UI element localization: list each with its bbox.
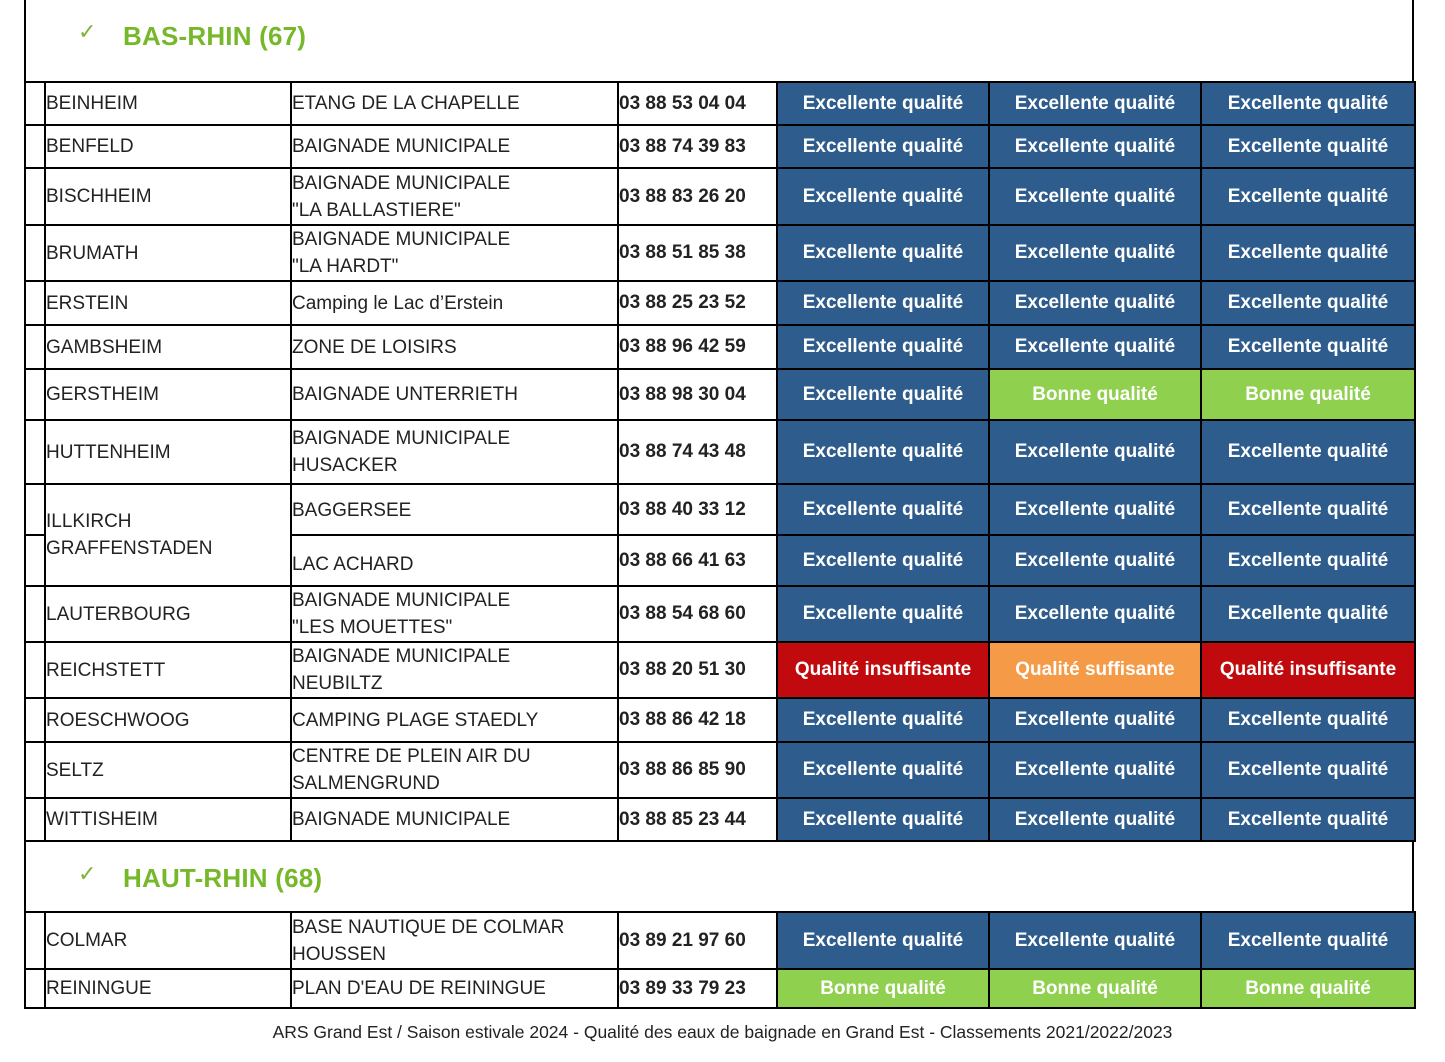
table-row [25,484,1415,535]
site-cell [291,225,618,281]
site-cell [291,969,618,1008]
commune-cell [45,82,291,125]
row-gutter [25,742,45,798]
row-gutter [25,281,45,325]
quality-badge-2022: Excellente qualité [989,698,1201,742]
quality-badge-2022: Excellente qualité [989,912,1201,969]
table-row [25,642,1415,698]
site-label: BAIGNADE MUNICIPALE "LES MOUETTES" [292,590,511,638]
commune-cell [45,698,291,742]
quality-badge-2021: Excellente qualité [777,125,989,168]
quality-badge-2023: Excellente qualité [1201,420,1415,484]
quality-badge-2023: Excellente qualité [1201,225,1415,281]
table-row [25,912,1415,969]
site-cell [291,420,618,484]
quality-badge-2022: Excellente qualité [989,535,1201,586]
table-row [25,82,1415,125]
quality-badge-2023: Excellente qualité [1201,742,1415,798]
phone-cell: 03 89 21 97 60 [618,912,777,969]
quality-badge-2023: Excellente qualité [1201,912,1415,969]
table-row [25,420,1415,484]
quality-badge-2021: Excellente qualité [777,369,989,420]
commune-cell [45,369,291,420]
table-row [25,225,1415,281]
quality-table-haut-rhin [24,911,1416,1009]
site-label: BAIGNADE MUNICIPALE "LA HARDT" [292,229,511,277]
site-label: Camping le Lac d’Erstein [292,292,504,314]
quality-badge-2022: Bonne qualité [989,969,1201,1008]
commune-cell [45,281,291,325]
table-row [25,586,1415,642]
commune-label: BISCHHEIM [46,186,152,207]
quality-badge-2023: Qualité insuffisante [1201,642,1415,698]
quality-badge-2022: Excellente qualité [989,420,1201,484]
check-icon: ✓ [78,862,97,887]
site-cell [291,642,618,698]
commune-cell [45,742,291,798]
commune-label: BRUMATH [46,242,139,264]
quality-badge-2023: Bonne qualité [1201,969,1415,1008]
commune-cell [45,420,291,484]
quality-badge-2021: Excellente qualité [777,742,989,798]
commune-label: SELTZ [46,759,104,781]
table-row [25,125,1415,168]
site-label: CENTRE DE PLEIN AIR DU SALMENGRUND [292,746,531,794]
site-cell [291,369,618,420]
site-cell [291,586,618,642]
quality-badge-2021: Excellente qualité [777,420,989,484]
table-row [25,742,1415,798]
commune-cell [45,325,291,369]
quality-badge-2022: Qualité suffisante [989,642,1201,698]
site-cell [291,912,618,969]
quality-badge-2023: Excellente qualité [1201,535,1415,586]
site-cell [291,325,618,369]
quality-badge-2022: Bonne qualité [989,369,1201,420]
row-gutter [25,969,45,1008]
phone-cell: 03 88 25 23 52 [618,281,777,325]
commune-label: GAMBSHEIM [46,336,163,358]
site-label: ZONE DE LOISIRS [292,336,457,358]
commune-label: ROESCHWOOG [46,709,190,731]
quality-badge-2023: Excellente qualité [1201,586,1415,642]
row-gutter [25,484,45,535]
phone-cell: 03 88 86 42 18 [618,698,777,742]
phone-cell: 03 88 74 43 48 [618,420,777,484]
quality-badge-2021: Excellente qualité [777,281,989,325]
phone-cell: 03 88 96 42 59 [618,325,777,369]
page-footer: ARS Grand Est / Saison estivale 2024 - Qualité des eaux de baignade en Grand Est - Classements 2021/2022/2023 [272,1022,1173,1042]
commune-cell [45,225,291,281]
row-gutter [25,420,45,484]
commune-cell [45,586,291,642]
site-cell [291,798,618,841]
quality-badge-2022: Excellente qualité [989,484,1201,535]
site-label: ETANG DE LA CHAPELLE [292,93,520,114]
phone-cell: 03 88 20 51 30 [618,642,777,698]
quality-badge-2021: Excellente qualité [777,225,989,281]
quality-badge-2022: Excellente qualité [989,586,1201,642]
phone-cell: 03 88 66 41 63 [618,535,777,586]
commune-label: LAUTERBOURG [46,603,191,625]
site-label: BAIGNADE MUNICIPALE [292,136,511,157]
quality-badge-2022: Excellente qualité [989,798,1201,841]
site-label: BAGGERSEE [292,500,412,521]
site-label: BAIGNADE MUNICIPALE "LA BALLASTIERE" [292,172,511,221]
quality-badge-2023: Excellente qualité [1201,168,1415,225]
commune-label: ILLKIRCH GRAFFENSTADEN [46,511,213,559]
commune-cell [45,912,291,969]
phone-cell: 03 88 86 85 90 [618,742,777,798]
commune-label: BEINHEIM [46,93,138,114]
site-label: BAIGNADE MUNICIPALE HUSACKER [292,428,511,476]
quality-badge-2023: Excellente qualité [1201,125,1415,168]
commune-label: ERSTEIN [46,292,129,314]
row-gutter [25,82,45,125]
commune-label: WITTISHEIM [46,809,158,830]
commune-label: GERSTHEIM [46,384,159,405]
phone-cell: 03 88 54 68 60 [618,586,777,642]
commune-label: BENFELD [46,136,134,157]
quality-badge-2023: Excellente qualité [1201,698,1415,742]
row-gutter [25,698,45,742]
quality-badge-2023: Excellente qualité [1201,484,1415,535]
site-cell [291,281,618,325]
row-gutter [25,369,45,420]
commune-label: COLMAR [46,930,128,951]
site-cell [291,535,618,586]
section-title: HAUT-RHIN (68) [123,863,323,893]
section-title: BAS-RHIN (67) [123,21,307,51]
quality-badge-2021: Excellente qualité [777,698,989,742]
phone-cell: 03 88 98 30 04 [618,369,777,420]
row-gutter [25,798,45,841]
site-cell [291,484,618,535]
phone-cell: 03 88 83 26 20 [618,168,777,225]
phone-cell: 03 88 51 85 38 [618,225,777,281]
row-gutter [25,912,45,969]
site-cell [291,742,618,798]
quality-badge-2023: Excellente qualité [1201,281,1415,325]
table-row [25,698,1415,742]
commune-cell [45,125,291,168]
quality-badge-2021: Excellente qualité [777,798,989,841]
quality-badge-2021: Excellente qualité [777,912,989,969]
site-label: BAIGNADE MUNICIPALE NEUBILTZ [292,646,511,694]
quality-badge-2022: Excellente qualité [989,82,1201,125]
commune-cell [45,642,291,698]
quality-badge-2021: Excellente qualité [777,586,989,642]
quality-badge-2021: Bonne qualité [777,969,989,1008]
check-icon: ✓ [78,20,97,45]
quality-badge-2023: Excellente qualité [1201,325,1415,369]
quality-badge-2021: Excellente qualité [777,325,989,369]
phone-cell: 03 88 53 04 04 [618,82,777,125]
table-row [25,369,1415,420]
quality-badge-2022: Excellente qualité [989,281,1201,325]
phone-cell: 03 89 33 79 23 [618,969,777,1008]
site-label: BAIGNADE UNTERRIETH [292,384,518,405]
commune-cell [45,168,291,225]
site-cell [291,698,618,742]
site-label: CAMPING PLAGE STAEDLY [292,709,539,731]
commune-label: REININGUE [46,978,152,999]
commune-cell [45,798,291,841]
row-gutter [25,225,45,281]
table-row [25,168,1415,225]
quality-badge-2022: Excellente qualité [989,168,1201,225]
phone-cell: 03 88 85 23 44 [618,798,777,841]
row-gutter [25,642,45,698]
table-row [25,798,1415,841]
quality-badge-2021: Excellente qualité [777,168,989,225]
site-cell [291,82,618,125]
quality-badge-2021: Qualité insuffisante [777,642,989,698]
quality-badge-2022: Excellente qualité [989,225,1201,281]
quality-badge-2022: Excellente qualité [989,125,1201,168]
quality-badge-2023: Excellente qualité [1201,798,1415,841]
site-label: LAC ACHARD [292,554,414,575]
row-gutter [25,125,45,168]
table-row [25,969,1415,1008]
row-gutter [25,535,45,586]
phone-cell: 03 88 40 33 12 [618,484,777,535]
phone-cell: 03 88 74 39 83 [618,125,777,168]
quality-badge-2022: Excellente qualité [989,742,1201,798]
quality-badge-2021: Excellente qualité [777,535,989,586]
table-row [25,281,1415,325]
site-label: BAIGNADE MUNICIPALE [292,809,511,830]
site-cell [291,125,618,168]
commune-cell [45,484,291,586]
quality-badge-2021: Excellente qualité [777,82,989,125]
quality-badge-2022: Excellente qualité [989,325,1201,369]
quality-badge-2023: Excellente qualité [1201,82,1415,125]
site-cell [291,168,618,225]
row-gutter [25,325,45,369]
commune-cell [45,969,291,1008]
quality-badge-2021: Excellente qualité [777,484,989,535]
site-label: PLAN D'EAU DE REININGUE [292,978,546,999]
table-row [25,325,1415,369]
commune-label: REICHSTETT [46,659,166,681]
quality-table-bas-rhin [24,81,1416,842]
row-gutter [25,586,45,642]
site-label: BASE NAUTIQUE DE COLMAR HOUSSEN [292,916,565,965]
quality-badge-2023: Bonne qualité [1201,369,1415,420]
commune-label: HUTTENHEIM [46,441,171,463]
row-gutter [25,168,45,225]
